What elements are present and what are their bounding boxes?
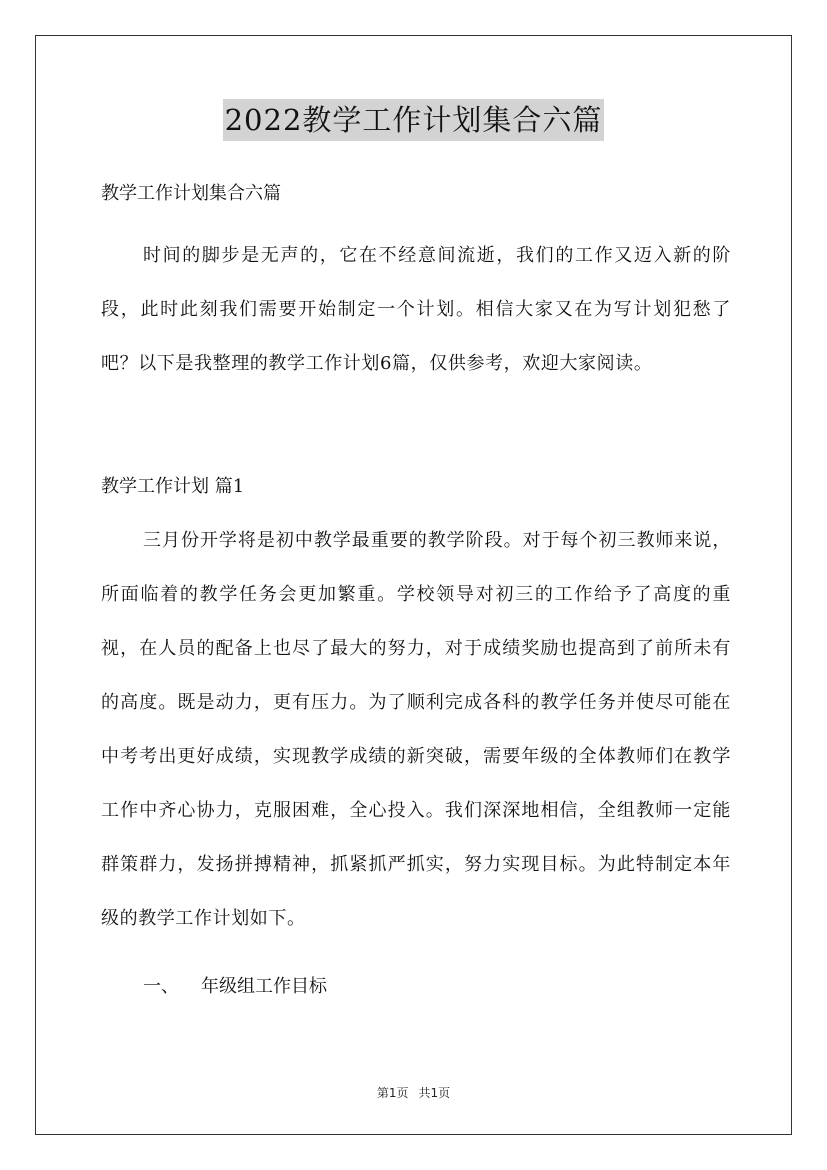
list-item-1 — [143, 973, 731, 1001]
list-item-1-number: 一、 — [143, 976, 179, 997]
intro-paragraph: 时间的脚步是无声的，它在不经意间流逝，我们的工作又迈入新的阶段，此时此刻我们需要开始制定一个计划。相信大家又在为写计划犯愁了吧？以下是我整理的教学工作计划6篇，仅供参考，欢迎大家阅读。 — [101, 245, 731, 374]
document-body — [101, 180, 731, 1001]
document-subtitle: 教学工作计划集合六篇 — [101, 183, 281, 204]
page-total: 共1页 — [418, 1086, 451, 1100]
list-item-1-text: 年级组工作目标 — [201, 976, 327, 997]
section-1-heading: 教学工作计划 篇1 — [101, 476, 245, 497]
page-number: 第1页 — [376, 1086, 409, 1100]
title-container — [0, 99, 827, 141]
section-1-paragraph: 三月份开学将是初中教学最重要的教学阶段。对于每个初三教师来说，所面临着的教学任务会更加繁重。学校领导对初三的工作给予了高度的重视，在人员的配备上也尽了最大的努力，对于成绩奖励也提高到了前所未有的高度。既是动力，更有压力。为了顺利完成各科的教学任务并使尽可能在中考考出更好成绩，实现教学成绩的新突破，需要年级的全体教师们在教学工作中齐心协力，克服困难，全心投入。我们深深地相信，全组教师一定能群策群力，发扬拼搏精神，抓紧抓严抓实，努力实现目标。为此特制定本年级的教学工作计划如下。 — [101, 530, 731, 929]
page-footer — [0, 1084, 827, 1101]
document-title: 2022教学工作计划集合六篇 — [223, 99, 605, 141]
